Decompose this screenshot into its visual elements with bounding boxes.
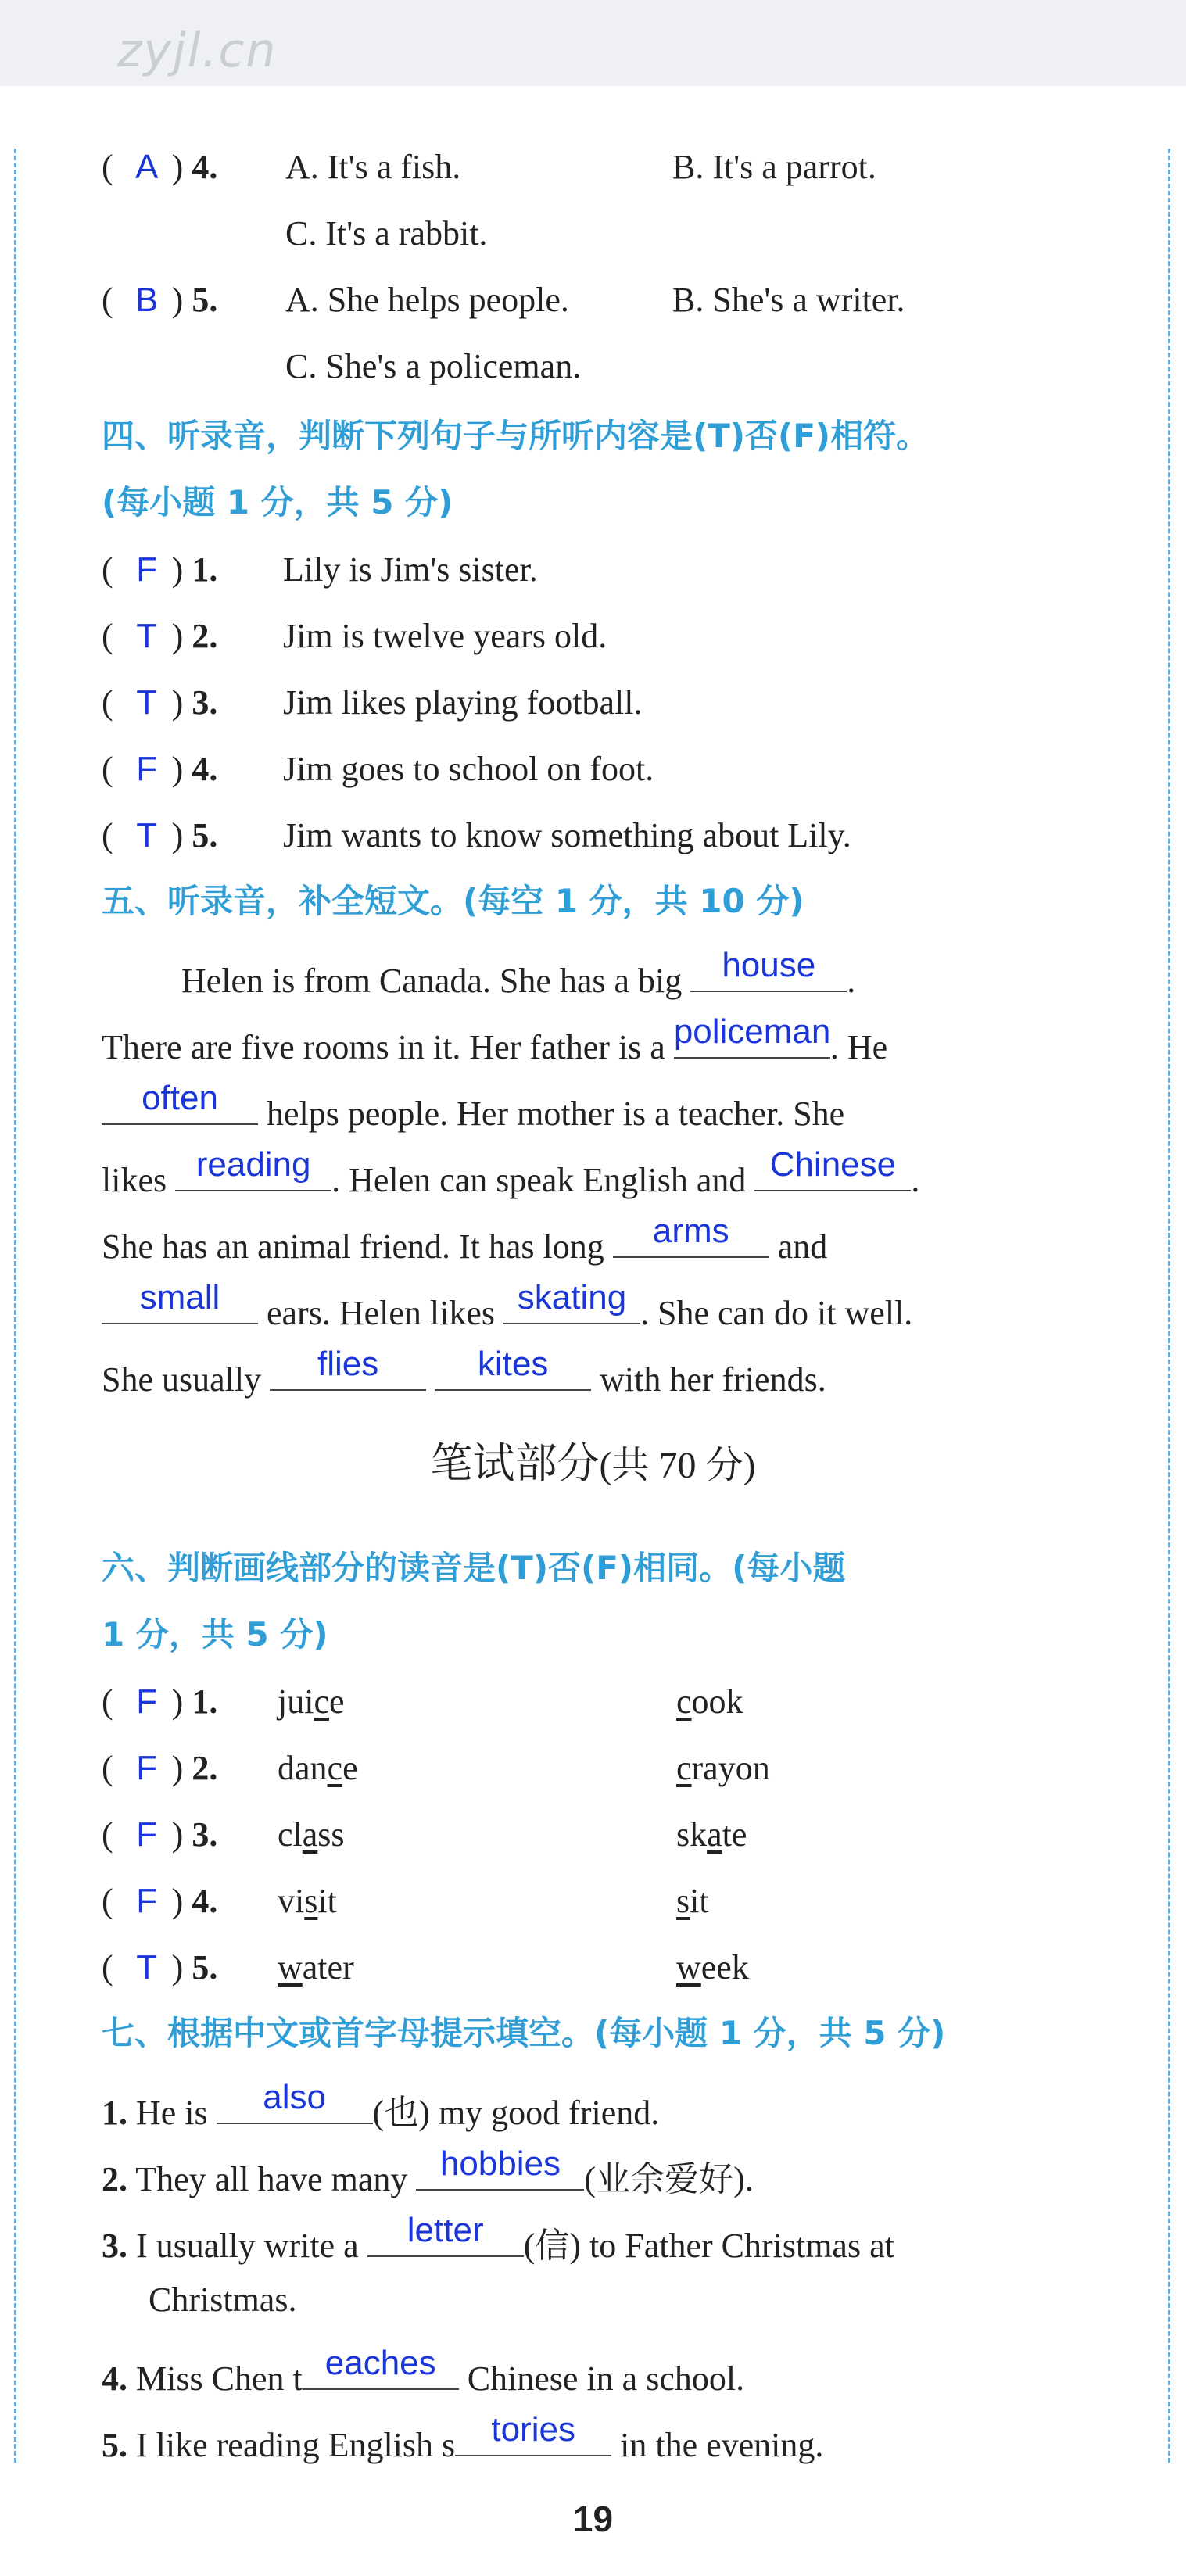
word-1 (278, 1948, 354, 1987)
title-sub: (共 70 分) (599, 1445, 756, 1486)
question-number: 3. (192, 683, 218, 722)
passage-text: . She can do it well. (640, 1294, 913, 1332)
answer-text: Chinese (769, 1145, 897, 1184)
answer-text: hobbies (439, 2144, 561, 2183)
tf-answer: F (136, 750, 158, 788)
option-b: B. She's a writer. (672, 281, 905, 319)
fill-row (102, 2211, 894, 2265)
answer-blank (303, 2344, 459, 2390)
tf-answer: T (136, 617, 158, 655)
option-b: B. It's a parrot. (672, 148, 876, 186)
answer-blank (690, 946, 847, 992)
tf-answer: F (136, 1682, 158, 1721)
tf-answer: T (136, 683, 158, 722)
answer-blank (503, 1278, 640, 1324)
tf-row: ( F ) 4. (102, 1882, 218, 1920)
passage-text: Helen is from Canada. She has a big (181, 962, 683, 1000)
question-number: 5. (102, 2426, 127, 2464)
underlined-letter: a (302, 1815, 318, 1854)
written-part-title (0, 1438, 1186, 1488)
section-title: 六、判断画线部分的读音是(T)否(F)相同。(每小题 (102, 1549, 846, 1587)
tf-answer: F (136, 1749, 158, 1787)
option-c: C. It's a rabbit. (285, 214, 488, 253)
question-number: 2. (192, 617, 218, 655)
question-text: They all have many (135, 2160, 408, 2198)
tf-row: ( F ) 4. (102, 750, 218, 788)
word-2 (676, 1948, 749, 1987)
question-text: in the evening. (620, 2426, 824, 2464)
fill-row (102, 2144, 754, 2198)
answer-text: often (142, 1079, 218, 1117)
tf-row: ( F ) 1. (102, 550, 218, 589)
word-part: eek (700, 1948, 749, 1987)
answer-blank (102, 1278, 258, 1324)
question-text: (业余爱好). (584, 2160, 754, 2198)
answer-choice: B (134, 281, 159, 319)
answer-text: tories (491, 2410, 575, 2449)
question-row: ( A ) 4. (102, 148, 218, 186)
question-row: ( B ) 5. (102, 281, 218, 319)
question-text: I like reading English s (136, 2426, 456, 2464)
answer-choice: A (134, 148, 159, 186)
answer-text: small (139, 1278, 220, 1317)
underlined-letter: c (676, 1749, 692, 1787)
word-part: sk (676, 1815, 708, 1854)
right-dashed-border (1168, 149, 1170, 2463)
underlined-letter: w (278, 1948, 303, 1987)
answer-text: kites (477, 1345, 549, 1383)
fill-row-continuation: Christmas. (149, 2280, 297, 2319)
passage-line (102, 1145, 920, 1199)
answer-text: eaches (324, 2344, 436, 2382)
question-number: 5. (192, 281, 218, 319)
section-title: 五、听录音，补全短文。(每空 1 分，共 10 分) (102, 882, 804, 920)
question-number: 3. (192, 1815, 218, 1854)
question-number: 5. (192, 816, 218, 854)
passage-text: . Helen can speak English and (331, 1161, 747, 1199)
passage-line (181, 946, 856, 1000)
passage-line (102, 1012, 888, 1066)
section-subtitle: (每小题 1 分，共 5 分) (102, 483, 453, 521)
question-number: 4. (102, 2359, 127, 2398)
passage-text: She usually (102, 1360, 262, 1399)
answer-blank (270, 1345, 426, 1391)
statement: Jim goes to school on foot. (283, 750, 654, 788)
statement: Lily is Jim's sister. (283, 550, 538, 589)
underlined-letter: c (314, 1682, 329, 1721)
underlined-letter: s (676, 1882, 690, 1920)
word-part: vi (278, 1882, 305, 1920)
question-number: 1. (192, 1682, 218, 1721)
answer-blank (754, 1145, 911, 1191)
tf-row: ( T ) 5. (102, 816, 218, 854)
word-1 (278, 1751, 358, 1786)
word-part: ss (317, 1815, 345, 1854)
answer-text: arms (652, 1212, 729, 1250)
word-part: e (342, 1749, 358, 1787)
title-main: 笔试部分 (430, 1438, 600, 1488)
tf-answer: F (136, 1882, 158, 1920)
word-part: it (317, 1882, 337, 1920)
passage-line (102, 1345, 826, 1399)
question-text: He is (136, 2094, 208, 2132)
word-part: te (722, 1815, 747, 1854)
passage-text: There are five rooms in it. Her father is a (102, 1028, 665, 1066)
passage-line (102, 1212, 828, 1266)
question-text: (信) to Father Christmas at (523, 2227, 894, 2265)
option-c: C. She's a policeman. (285, 347, 582, 385)
tf-row: ( F ) 1. (102, 1682, 218, 1721)
question-number: 2. (192, 1749, 218, 1787)
question-number: 4. (192, 148, 218, 186)
tf-answer: T (136, 1948, 158, 1987)
answer-blank (102, 1079, 258, 1125)
watermark: zyjl.cn (117, 23, 278, 78)
answer-blank (416, 2144, 584, 2191)
question-text: Chinese in a school. (467, 2359, 745, 2398)
answer-text: house (722, 946, 816, 984)
tf-row: ( T ) 3. (102, 683, 218, 722)
question-text: (也) my good friend. (372, 2094, 660, 2132)
answer-blank (435, 1345, 591, 1391)
passage-text: . He (829, 1028, 888, 1066)
word-2 (676, 1751, 770, 1786)
question-text: Miss Chen t (136, 2359, 303, 2398)
word-2 (676, 1682, 743, 1721)
passage-line (102, 1079, 845, 1133)
word-part: cl (278, 1815, 303, 1854)
question-number: 4. (192, 1882, 218, 1920)
passage-line (102, 1278, 913, 1332)
passage-text: ears. Helen likes (267, 1294, 495, 1332)
tf-row: ( F ) 3. (102, 1815, 218, 1854)
question-number: 4. (192, 750, 218, 788)
question-text: I usually write a (136, 2227, 359, 2265)
word-1 (278, 1884, 337, 1919)
answer-text: policeman (673, 1012, 831, 1051)
tf-row: ( F ) 2. (102, 1749, 218, 1787)
tf-answer: F (136, 550, 158, 589)
answer-blank (175, 1145, 331, 1191)
passage-text: and (777, 1227, 828, 1266)
underlined-letter: c (676, 1682, 692, 1721)
word-1 (278, 1682, 345, 1721)
fill-row (102, 2410, 824, 2464)
left-dashed-border (14, 149, 16, 2463)
answer-text: also (263, 2078, 327, 2116)
word-part: it (690, 1882, 709, 1920)
underlined-letter: w (676, 1948, 701, 1987)
passage-text: She has an animal friend. It has long (102, 1227, 604, 1266)
word-part: e (328, 1682, 345, 1721)
answer-blank (367, 2211, 524, 2257)
passage-text: helps people. Her mother is a teacher. She (267, 1095, 845, 1133)
question-number: 1. (102, 2094, 127, 2132)
page-number: 19 (572, 2499, 614, 2539)
passage-text: . (847, 962, 856, 1000)
answer-text: skating (517, 1278, 627, 1317)
word-part: rayon (691, 1749, 770, 1787)
section-subtitle: 1 分，共 5 分) (102, 1615, 328, 1653)
underlined-letter: a (707, 1815, 722, 1854)
fill-row (102, 2078, 660, 2132)
word-2 (676, 1815, 747, 1854)
answer-blank (455, 2410, 611, 2456)
word-part: dan (278, 1749, 328, 1787)
statement: Jim wants to know something about Lily. (283, 816, 851, 854)
statement: Jim likes playing football. (283, 683, 643, 722)
answer-blank (613, 1212, 769, 1258)
word-part: ater (302, 1948, 354, 1987)
tf-row: ( T ) 5. (102, 1948, 218, 1987)
word-1 (278, 1815, 345, 1854)
question-number: 1. (192, 550, 218, 589)
word-part: jui (278, 1682, 314, 1721)
underlined-letter: s (304, 1882, 318, 1920)
option-a: A. It's a fish. (285, 148, 461, 186)
statement: Jim is twelve years old. (283, 617, 607, 655)
option-a: A. She helps people. (285, 281, 569, 319)
section-title: 七、根据中文或首字母提示填空。(每小题 1 分，共 5 分) (102, 2014, 946, 2052)
tf-row: ( T ) 2. (102, 617, 218, 655)
answer-text: reading (195, 1145, 311, 1184)
answer-blank (217, 2078, 373, 2124)
passage-text: likes (102, 1161, 167, 1199)
fill-row (102, 2344, 745, 2398)
question-number: 2. (102, 2160, 127, 2198)
answer-text: flies (317, 1345, 379, 1383)
passage-text: with her friends. (600, 1360, 826, 1399)
passage-text: . (911, 1161, 920, 1199)
underlined-letter: c (327, 1749, 343, 1787)
word-part: ook (691, 1682, 743, 1721)
answer-text: letter (407, 2211, 484, 2249)
question-number: 3. (102, 2227, 127, 2265)
section-title: 四、听录音，判断下列句子与所听内容是(T)否(F)相符。 (102, 417, 930, 455)
word-2 (676, 1884, 709, 1919)
tf-answer: F (136, 1815, 158, 1854)
question-number: 5. (192, 1948, 218, 1987)
tf-answer: T (136, 816, 158, 854)
answer-blank (673, 1012, 831, 1059)
